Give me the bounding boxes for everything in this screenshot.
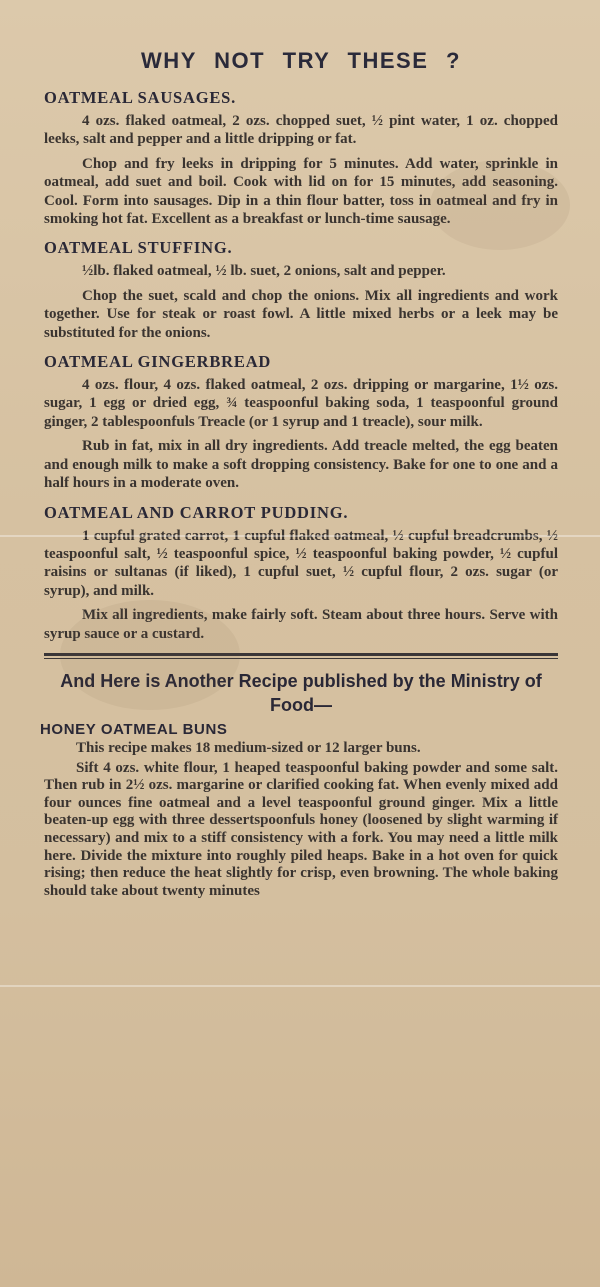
ingredients-text: 4 ozs. flaked oatmeal, 2 ozs. chopped suet, ½ pint water, 1 oz. chopped leeks, salt and pepper and a little dripping or fat. (44, 113, 558, 148)
recipe-title: OATMEAL GINGERBREAD (44, 352, 272, 372)
recipe-oatmeal-stuffing (44, 238, 558, 342)
paper-fold (0, 535, 600, 537)
method-text: Sift 4 ozs. white flour, 1 heaped teaspoonful baking powder and some salt. Then rub in 2½ ozs. margarine or clarified cooking fat. When evenly mixed add four ounces fine oatmeal and a level teaspoonful ground ginger. Mix a little beaten-up egg with three dessertspoonfuls honey (loosened by slight warming if necessary) and mix to a stiff consistency with a fork. You may need a little milk here. Divide the mixture into roughly piled heaps. Bake in a hot oven for quick rising; then reduce the heat slightly for crisp, even browning. The whole baking should take about twenty minutes (44, 759, 558, 899)
paper-fold (0, 985, 600, 987)
paper-stain (60, 600, 240, 710)
recipe-title: HONEY OATMEAL BUNS (40, 720, 228, 738)
method-text: Mix all ingredients, make fairly soft. Steam about three hours. Serve with syrup sauce or a custard. (44, 607, 558, 642)
paper-stain (430, 160, 570, 250)
method-text: Chop the suet, scald and chop the onions. Mix all ingredients and work together. Use for steak or roast fowl. A little mixed herbs or a leek may be substituted for the onions. (44, 287, 558, 341)
method-text: Rub in fat, mix in all dry ingredients. Add treacle melted, the egg beaten and enough milk to make a soft dropping consistency. Bake for one to one and a half hours in a moderate oven. (44, 438, 558, 492)
recipe-title: OATMEAL AND CARROT PUDDING. (44, 502, 349, 522)
recipe-oatmeal-gingerbread (44, 352, 558, 492)
yield-text: This recipe makes 18 medium-sized or 12 larger buns. (76, 739, 421, 756)
ingredients-text: ½lb. flaked oatmeal, ½ lb. suet, 2 onions, salt and pepper. (82, 263, 446, 280)
recipe-title: OATMEAL SAUSAGES. (44, 88, 237, 107)
recipe-title: OATMEAL STUFFING. (44, 238, 233, 258)
ingredients-text: 4 ozs. flour, 4 ozs. flaked oatmeal, 2 ozs. dripping or margarine, 1½ ozs. sugar, 1 egg or dried egg, ¾ teaspoonful baking soda, 1 teaspoonful ground ginger, 2 tablespoonfuls Treacle (or 1 syrup and 1 treacle), sour milk. (44, 377, 558, 430)
ministry-heading: And Here is Another Recipe published by the Ministry of Food— (60, 670, 542, 715)
page-title: WHY NOT TRY THESE ? (141, 48, 461, 73)
ingredients-text: 1 cupful grated carrot, 1 cupful flaked oatmeal, ½ cupful breadcrumbs, ½ teaspoonful salt, ½ teaspoonful spice, ½ teaspoonful baking powder, ½ cupful raisins or sultanas (if liked), 1 cupful suet, ½ cupful flour, 2 ozs. sugar (or syrup), and milk. (44, 527, 558, 599)
method-text: Chop and fry leeks in dripping for 5 minutes. Add water, sprinkle in oatmeal, add suet and boil. Cook with lid on for 15 minutes, add seasoning. Cool. Form into sausages. Dip in a thin flour batter, toss in oatmeal and fry in smoking hot fat. Excellent as a breakfast or lunch-time sausage. (44, 155, 558, 228)
